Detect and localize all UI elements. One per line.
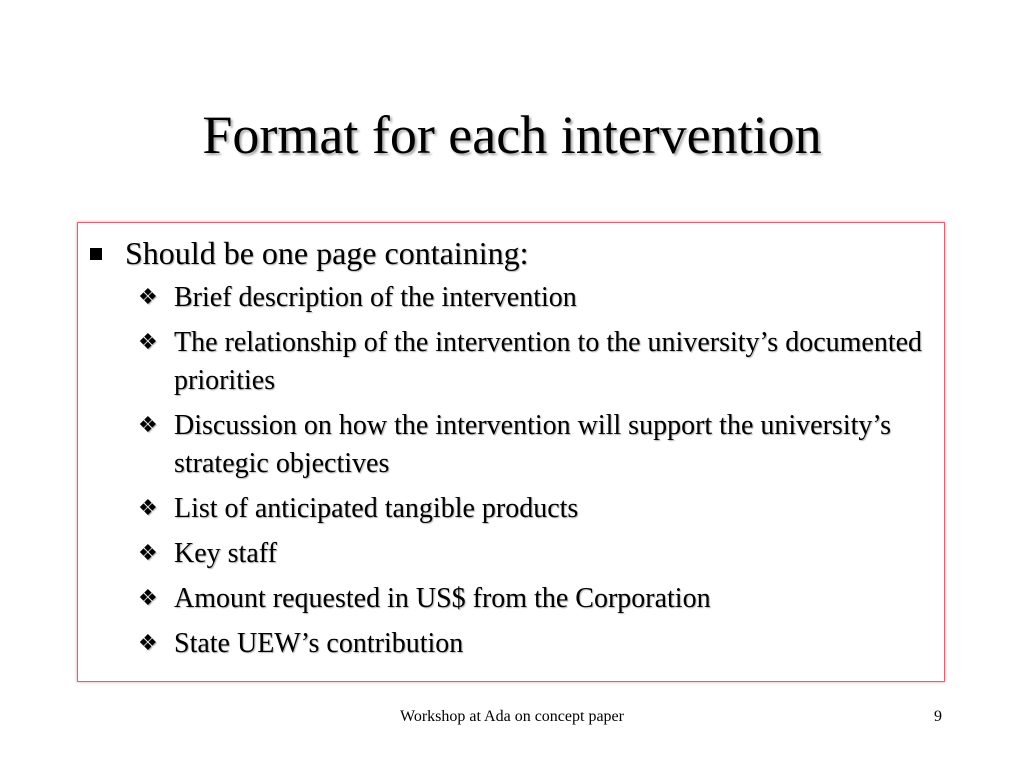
sub-bullet-text: The relationship of the intervention to the university’s documented priorities <box>174 327 923 396</box>
sub-bullet-text: Discussion on how the intervention will support the university’s strategic objectives <box>174 410 892 479</box>
sub-bullet-item <box>138 625 928 663</box>
sub-bullet-text: State UEW’s contribution <box>174 628 464 659</box>
four-petal-diamond-icon: ❖ <box>138 496 158 521</box>
sub-bullet-text: Brief description of the intervention <box>174 282 577 313</box>
sub-bullet-item <box>138 580 928 618</box>
four-petal-diamond-icon: ❖ <box>138 631 158 656</box>
main-bullet-text: Should be one page containing: <box>125 235 529 271</box>
page-number: 9 <box>934 708 942 725</box>
sub-bullet-text: Amount requested in US$ from the Corporation <box>174 583 711 614</box>
main-bullet <box>90 233 528 273</box>
sub-bullet-item <box>138 535 928 573</box>
slide-title: Format for each intervention <box>202 105 822 165</box>
four-petal-diamond-icon: ❖ <box>138 413 158 438</box>
four-petal-diamond-icon: ❖ <box>138 330 158 355</box>
sub-bullet-item <box>138 279 928 317</box>
sub-bullet-list <box>138 279 928 670</box>
four-petal-diamond-icon: ❖ <box>138 586 158 611</box>
content-box <box>77 222 945 682</box>
square-bullet-icon <box>90 248 102 260</box>
sub-bullet-text: Key staff <box>174 538 277 569</box>
four-petal-diamond-icon: ❖ <box>138 541 158 566</box>
sub-bullet-item <box>138 324 928 400</box>
sub-bullet-text: List of anticipated tangible products <box>174 493 579 524</box>
four-petal-diamond-icon: ❖ <box>138 285 158 310</box>
sub-bullet-item <box>138 407 928 483</box>
slide-footer: Workshop at Ada on concept paper <box>400 708 624 725</box>
sub-bullet-item <box>138 490 928 528</box>
